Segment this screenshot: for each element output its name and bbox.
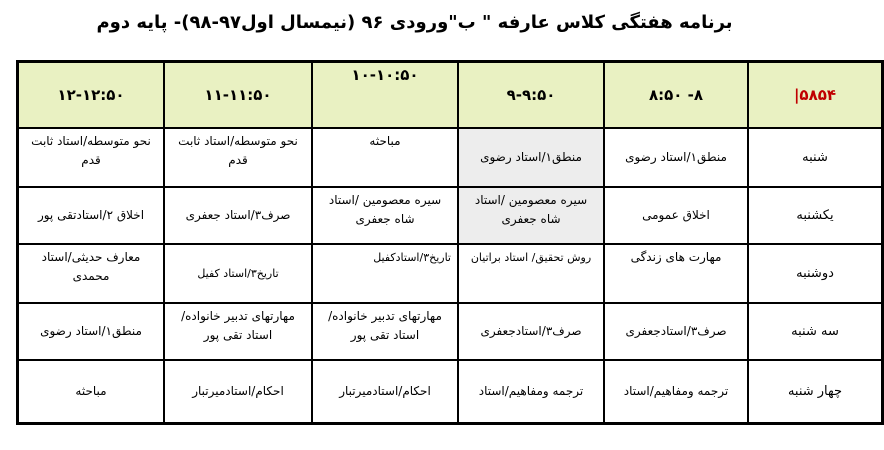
table-header-cell: ۵۸۵۴| (748, 62, 882, 128)
table-cell: معارف حدیثی/استاد محمدی (18, 244, 164, 303)
table-header-cell: ۱۰-۱۰:۵۰ (312, 62, 458, 128)
table-cell: مهارت های زندگی (604, 244, 748, 303)
table-cell: سیره معصومین /استاد شاه جعفری (312, 187, 458, 244)
table-row (18, 244, 882, 303)
table-cell: مهارتهای تدبیر خانواده/استاد تقی پور (164, 303, 312, 360)
page-title: برنامه هفتگی کلاس عارفه " ب"ورودی ۹۶ (نیمسال اول۹۷-۹۸)- پایه دوم (96, 12, 733, 33)
table-header-cell: ۸- ۸:۵۰ (604, 62, 748, 128)
table-cell: روش تحقیق/ استاد براتیان (458, 244, 604, 303)
table-cell: نحو متوسطه/استاد ثابت قدم (164, 128, 312, 187)
table-cell: سیره معصومین /استاد شاه جعفری (458, 187, 604, 244)
table-cell: اخلاق عمومی (604, 187, 748, 244)
table-cell: مباحثه (312, 128, 458, 187)
day-cell: یکشنبه (748, 187, 882, 244)
table-row (18, 187, 882, 244)
table-header-row (18, 62, 882, 128)
day-cell: دوشنبه (748, 244, 882, 303)
day-cell: شنبه (748, 128, 882, 187)
table-cell: منطق۱/استاد رضوی (604, 128, 748, 187)
table-row (18, 303, 882, 360)
table-cell: احکام/استادمیرتبار (312, 360, 458, 423)
table-cell: منطق۱/استاد رضوی (458, 128, 604, 187)
table-cell: اخلاق ۲/استادتقی پور (18, 187, 164, 244)
day-cell: سه شنبه (748, 303, 882, 360)
table-cell: مهارتهای تدبیر خانواده/استاد تقی پور (312, 303, 458, 360)
day-cell: چهار شنبه (748, 360, 882, 423)
table-cell: نحو متوسطه/استاد ثابت قدم (18, 128, 164, 187)
table-row (18, 360, 882, 423)
table-cell: ترجمه ومفاهیم/استاد (604, 360, 748, 423)
schedule-table (16, 60, 884, 425)
table-cell: احکام/استادمیرتبار (164, 360, 312, 423)
table-cell: تاریخ۳/استادکفیل (312, 244, 458, 303)
table-cell: صرف۳/استادجعفری (458, 303, 604, 360)
table-cell: تاریخ۳/استاد کفیل (164, 244, 312, 303)
table-row (18, 128, 882, 187)
table-header-cell: ۱۲-۱۲:۵۰ (18, 62, 164, 128)
table-cell: صرف۳/استادجعفری (604, 303, 748, 360)
table-cell: مباحثه (18, 360, 164, 423)
table-header-cell: ۱۱-۱۱:۵۰ (164, 62, 312, 128)
table-cell: ترجمه ومفاهیم/استاد (458, 360, 604, 423)
table-cell: منطق۱/استاد رضوی (18, 303, 164, 360)
table-header-cell: ۹-۹:۵۰ (458, 62, 604, 128)
table-cell: صرف۳/استاد جعفری (164, 187, 312, 244)
